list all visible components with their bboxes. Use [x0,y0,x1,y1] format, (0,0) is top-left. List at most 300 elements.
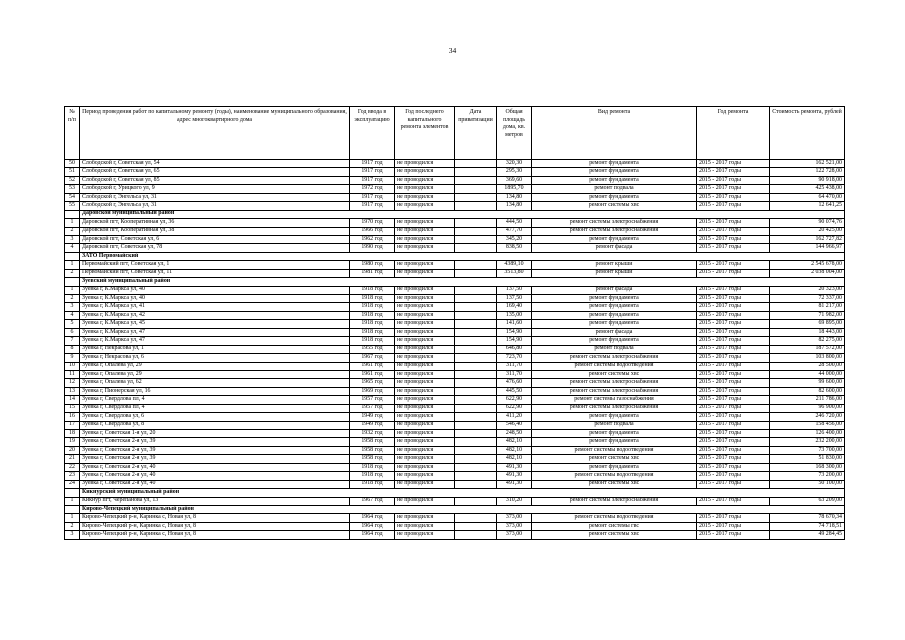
cell-privatization [455,168,497,176]
cell-cost: 81 217,00 [770,303,845,311]
cell-number: 23 [65,472,80,480]
cell-area: 137,50 [497,295,532,303]
cell-number: 54 [65,193,80,201]
table-row [65,261,845,269]
cell-number: 7 [65,337,80,345]
table-row [65,413,845,421]
cell-commission-year: 1981 год [350,269,395,277]
cell-cost: 20 425,00 [770,227,845,235]
cell-repair-kind: ремонт подвала [532,185,697,193]
cell-cost: 126 400,00 [770,430,845,438]
cell-area: 295,30 [497,168,532,176]
cell-repair-period: 2015 - 2017 годы [697,404,770,412]
cell-commission-year: 1969 год [350,387,395,395]
cell-cost: 82 275,00 [770,337,845,345]
cell-address: Зуевка г, Свердлова пл, 4 [80,404,350,412]
cell-number [65,210,80,218]
cell-area: 482,10 [497,455,532,463]
cell-cost: 20 323,00 [770,286,845,294]
cell-repair-period: 2015 - 2017 годы [697,219,770,227]
cell-privatization [455,193,497,201]
cell-privatization [455,387,497,395]
cell-address: Кирово-Чепецкий р-н, Каринка с, Новая ул, 8 [80,531,350,539]
cell-number: 16 [65,413,80,421]
section-title: Даровской муниципальный район [80,210,845,218]
cell-last-repair: не проводился [395,472,455,480]
cell-address: Даровской пгт, Кооперативная ул, 36 [80,219,350,227]
table-row [65,219,845,227]
cell-privatization [455,303,497,311]
cell-last-repair: не проводился [395,303,455,311]
cell-cost: 64 470,00 [770,193,845,201]
col-header-commission-year: Год ввода в эксплуатацию [350,107,395,160]
cell-number: 13 [65,387,80,395]
cell-repair-kind: ремонт фундамента [532,193,697,201]
cell-cost: 158 456,00 [770,421,845,429]
table-row [65,421,845,429]
cell-address: Слободской г, Советская ул, 85 [80,176,350,184]
cell-commission-year: 1955 год [350,345,395,353]
cell-privatization [455,202,497,210]
cell-privatization [455,430,497,438]
cell-address: Зуевка г, Советская 1-я ул, 20 [80,430,350,438]
cell-area: 169,40 [497,303,532,311]
cell-area: 311,70 [497,362,532,370]
table-row [65,354,845,362]
section-row [65,505,845,513]
cell-commission-year: 1964 год [350,522,395,530]
cell-area: 622,90 [497,404,532,412]
col-header-cost: Стоимость ремонта, рублей [770,107,845,160]
section-title: Кирово-Чепецкий муниципальный район [80,505,845,513]
cell-repair-kind: ремонт фундамента [532,295,697,303]
cell-cost: 232 200,00 [770,438,845,446]
cell-repair-kind: ремонт системы хвс [532,480,697,488]
cell-privatization [455,379,497,387]
cell-repair-kind: ремонт фасада [532,286,697,294]
cell-address: Зуевка г, К.Маркса ул, 47 [80,328,350,336]
cell-cost: 28 500,00 [770,362,845,370]
cell-number: 4 [65,311,80,319]
cell-repair-period: 2015 - 2017 годы [697,193,770,201]
cell-commission-year: 1918 год [350,463,395,471]
cell-repair-period: 2015 - 2017 годы [697,160,770,168]
cell-repair-kind: ремонт фундамента [532,337,697,345]
table-row [65,244,845,252]
cell-address: Зуевка г, Советская 2-я ул, 39 [80,455,350,463]
cell-repair-kind: ремонт фундамента [532,463,697,471]
cell-number [65,278,80,286]
cell-commission-year: 1918 год [350,480,395,488]
cell-cost: 162 521,00 [770,160,845,168]
cell-cost: 18 443,00 [770,328,845,336]
cell-last-repair: не проводился [395,480,455,488]
cell-privatization [455,455,497,463]
col-header-number: № п/п [65,107,80,160]
table-row [65,387,845,395]
cell-area: 491,30 [497,480,532,488]
cell-repair-kind: ремонт системы хвс [532,202,697,210]
cell-repair-period: 2015 - 2017 годы [697,531,770,539]
cell-last-repair: не проводился [395,269,455,277]
cell-cost: 82 600,00 [770,387,845,395]
cell-area: 546,40 [497,421,532,429]
table-row [65,362,845,370]
cell-area: 445,50 [497,387,532,395]
cell-commission-year: 1918 год [350,337,395,345]
cell-area: 373,00 [497,531,532,539]
cell-cost: 99 600,00 [770,379,845,387]
cell-number: 9 [65,354,80,362]
cell-privatization [455,337,497,345]
col-header-area: Общая площадь дома, кв. метров [497,107,532,160]
cell-last-repair: не проводился [395,421,455,429]
cell-commission-year: 1962 год [350,235,395,243]
table-row [65,438,845,446]
cell-area: 141,60 [497,320,532,328]
cell-commission-year: 1918 год [350,303,395,311]
cell-repair-kind: ремонт системы газоснабжения [532,396,697,404]
cell-repair-kind: ремонт системы электроснабжения [532,379,697,387]
cell-last-repair: не проводился [395,413,455,421]
cell-cost: 71 982,00 [770,311,845,319]
cell-last-repair: не проводился [395,354,455,362]
cell-privatization [455,522,497,530]
cell-privatization [455,446,497,454]
cell-number: 1 [65,219,80,227]
cell-repair-kind: ремонт системы электроснабжения [532,387,697,395]
cell-number: 1 [65,286,80,294]
cell-repair-period: 2015 - 2017 годы [697,430,770,438]
cell-repair-kind: ремонт фундамента [532,413,697,421]
cell-repair-period: 2015 - 2017 годы [697,320,770,328]
cell-repair-kind: ремонт системы электроснабжения [532,354,697,362]
cell-number: 18 [65,430,80,438]
cell-number: 24 [65,480,80,488]
cell-privatization [455,261,497,269]
cell-last-repair: не проводился [395,345,455,353]
cell-area: 4389,10 [497,261,532,269]
cell-last-repair: не проводился [395,497,455,505]
cell-repair-period: 2015 - 2017 годы [697,185,770,193]
cell-last-repair: не проводился [395,235,455,243]
cell-last-repair: не проводился [395,202,455,210]
cell-number: 50 [65,160,80,168]
cell-repair-period: 2015 - 2017 годы [697,295,770,303]
cell-privatization [455,421,497,429]
cell-commission-year: 1964 год [350,514,395,522]
table-row [65,328,845,336]
cell-repair-kind: ремонт подвала [532,345,697,353]
cell-address: Зуевка г, Некрасова ул, 1 [80,345,350,353]
cell-commission-year: 1972 год [350,185,395,193]
cell-area: 476,60 [497,379,532,387]
cell-privatization [455,354,497,362]
cell-last-repair: не проводился [395,370,455,378]
cell-area: 491,30 [497,472,532,480]
cell-last-repair: не проводился [395,320,455,328]
cell-address: Зуевка г, Советская 2-я ул, 39 [80,438,350,446]
cell-last-repair: не проводился [395,514,455,522]
cell-cost: 103 800,00 [770,354,845,362]
table-row [65,463,845,471]
cell-address: Слободской г, Советская ул, 65 [80,168,350,176]
cell-address: Зуевка г, К.Маркса ул, 40 [80,286,350,294]
table-body [65,160,845,540]
cell-privatization [455,362,497,370]
cell-repair-kind: ремонт системы водоотведения [532,446,697,454]
cell-number: 55 [65,202,80,210]
cell-area: 723,70 [497,354,532,362]
cell-commission-year: 1957 год [350,404,395,412]
cell-last-repair: не проводился [395,227,455,235]
cell-repair-kind: ремонт фундамента [532,176,697,184]
cell-commission-year: 1918 год [350,320,395,328]
cell-address: Кикнур пгт, Черепанова ул, 13 [80,497,350,505]
cell-address: Зуевка г, К.Маркса ул, 42 [80,311,350,319]
cell-area: 444,50 [497,219,532,227]
cell-commission-year: 1990 год [350,244,395,252]
cell-number: 1 [65,497,80,505]
cell-last-repair: не проводился [395,404,455,412]
cell-commission-year: 1917 год [350,168,395,176]
section-title: Зуевский муниципальный район [80,278,845,286]
cell-privatization [455,345,497,353]
cell-commission-year: 1949 год [350,413,395,421]
cell-privatization [455,404,497,412]
col-header-repair-kind: Вид ремонта [532,107,697,160]
cell-number: 3 [65,235,80,243]
cell-last-repair: не проводился [395,219,455,227]
cell-repair-kind: ремонт системы водоотведения [532,472,697,480]
cell-commission-year: 1967 год [350,354,395,362]
table-row [65,269,845,277]
cell-repair-kind: ремонт системы водоотведения [532,514,697,522]
cell-last-repair: не проводился [395,168,455,176]
cell-cost: 90 918,00 [770,176,845,184]
cell-repair-period: 2015 - 2017 годы [697,345,770,353]
cell-cost: 187 572,00 [770,345,845,353]
cell-last-repair: не проводился [395,455,455,463]
cell-area: 622,90 [497,396,532,404]
cell-area: 154,90 [497,328,532,336]
cell-last-repair: не проводился [395,446,455,454]
cell-last-repair: не проводился [395,531,455,539]
cell-number: 22 [65,463,80,471]
table-row [65,227,845,235]
cell-privatization [455,160,497,168]
col-header-last-repair: Год последнего капитального ремонта элементов [395,107,455,160]
cell-address: Зуевка г, Советская 2-я ул, 40 [80,463,350,471]
cell-repair-kind: ремонт крыши [532,269,697,277]
cell-number: 2 [65,227,80,235]
cell-area: 134,80 [497,202,532,210]
cell-address: Зуевка г, Советская 2-я ул, 39 [80,446,350,454]
cell-last-repair: не проводился [395,193,455,201]
cell-area: 311,70 [497,370,532,378]
cell-repair-kind: ремонт фундамента [532,438,697,446]
cell-repair-kind: ремонт фасада [532,244,697,252]
cell-repair-period: 2015 - 2017 годы [697,235,770,243]
cell-commission-year: 1949 год [350,421,395,429]
table-row [65,337,845,345]
table-row [65,168,845,176]
cell-number: 11 [65,370,80,378]
table-row [65,303,845,311]
cell-repair-period: 2015 - 2017 годы [697,362,770,370]
table-row [65,531,845,539]
cell-area: 373,00 [497,522,532,530]
col-header-privatization: Дата приватизации [455,107,497,160]
cell-privatization [455,328,497,336]
cell-repair-period: 2015 - 2017 годы [697,328,770,336]
table-row [65,193,845,201]
cell-repair-period: 2015 - 2017 годы [697,244,770,252]
cell-repair-kind: ремонт системы электроснабжения [532,497,697,505]
cell-repair-period: 2015 - 2017 годы [697,480,770,488]
cell-cost: 168 300,00 [770,463,845,471]
cell-commission-year: 1918 год [350,295,395,303]
cell-privatization [455,219,497,227]
cell-last-repair: не проводился [395,295,455,303]
table-row [65,379,845,387]
cell-address: Зуевка г, Некрасова ул, 6 [80,354,350,362]
cell-last-repair: не проводился [395,463,455,471]
cell-address: Даровской пгт, Советская ул, 6 [80,235,350,243]
cell-area: 369,60 [497,176,532,184]
cell-number: 53 [65,185,80,193]
cell-number: 52 [65,176,80,184]
table-row [65,311,845,319]
cell-number: 8 [65,345,80,353]
cell-area: 134,80 [497,193,532,201]
cell-cost: 90 074,76 [770,219,845,227]
cell-privatization [455,480,497,488]
cell-commission-year: 1918 год [350,286,395,294]
table-row [65,455,845,463]
cell-repair-kind: ремонт системы водоотведения [532,362,697,370]
cell-number: 3 [65,303,80,311]
cell-area: 1895,70 [497,185,532,193]
cell-number: 21 [65,455,80,463]
cell-address: Зуевка г, Советская 2-я ул, 40 [80,480,350,488]
cell-address: Зуевка г, Пионерская ул, 16 [80,387,350,395]
cell-commission-year: 1964 год [350,531,395,539]
cell-privatization [455,514,497,522]
cell-repair-period: 2015 - 2017 годы [697,337,770,345]
cell-repair-kind: ремонт фундамента [532,430,697,438]
cell-last-repair: не проводился [395,337,455,345]
cell-repair-kind: ремонт фундамента [532,311,697,319]
cell-commission-year: 1961 год [350,362,395,370]
cell-repair-period: 2015 - 2017 годы [697,463,770,471]
table-row [65,160,845,168]
cell-privatization [455,396,497,404]
cell-number: 2 [65,295,80,303]
table-row [65,202,845,210]
cell-commission-year: 1970 год [350,219,395,227]
cell-commission-year: 1958 год [350,438,395,446]
cell-cost: 69 895,00 [770,320,845,328]
cell-repair-kind: ремонт подвала [532,421,697,429]
cell-repair-kind: ремонт системы хвс [532,370,697,378]
cell-address: Первомайский пгт, Советская ул, 1 [80,261,350,269]
cell-number: 3 [65,531,80,539]
cell-repair-kind: ремонт системы электроснабжения [532,227,697,235]
cell-number: 14 [65,396,80,404]
table-row [65,320,845,328]
cell-last-repair: не проводился [395,362,455,370]
cell-last-repair: не проводился [395,379,455,387]
cell-privatization [455,463,497,471]
repair-register-table [64,106,845,540]
table-row [65,480,845,488]
cell-last-repair: не проводился [395,160,455,168]
cell-repair-kind: ремонт системы электроснабжения [532,219,697,227]
table-header [65,107,845,160]
table-row [65,430,845,438]
cell-commission-year: 1917 год [350,202,395,210]
cell-cost: 122 728,00 [770,168,845,176]
section-row [65,252,845,260]
table-row [65,497,845,505]
cell-number: 15 [65,404,80,412]
cell-number: 10 [65,362,80,370]
cell-address: Зуевка г, Свердлова пл, 4 [80,396,350,404]
cell-area: 482,10 [497,438,532,446]
cell-repair-period: 2015 - 2017 годы [697,387,770,395]
cell-commission-year: 1965 год [350,379,395,387]
cell-address: Зуевка г, Свердлова ул, 6 [80,413,350,421]
cell-area: 248,50 [497,430,532,438]
cell-repair-period: 2015 - 2017 годы [697,227,770,235]
cell-repair-kind: ремонт фасада [532,328,697,336]
cell-commission-year: 1958 год [350,446,395,454]
table-row [65,295,845,303]
cell-privatization [455,185,497,193]
cell-area: 482,10 [497,446,532,454]
cell-last-repair: не проводился [395,286,455,294]
cell-repair-kind: ремонт фундамента [532,160,697,168]
cell-repair-period: 2015 - 2017 годы [697,413,770,421]
cell-commission-year: 1918 год [350,311,395,319]
cell-repair-period: 2015 - 2017 годы [697,472,770,480]
cell-area: 137,50 [497,286,532,294]
section-title: Кикнурский муниципальный район [80,489,845,497]
cell-privatization [455,472,497,480]
section-row [65,489,845,497]
cell-repair-period: 2015 - 2017 годы [697,396,770,404]
cell-commission-year: 1918 год [350,328,395,336]
cell-address: Зуевка г, Свердлова ул, 8 [80,421,350,429]
cell-privatization [455,295,497,303]
cell-number: 17 [65,421,80,429]
cell-address: Зуевка г, Опалева ул, 62 [80,379,350,387]
cell-address: Слободской г, Энгельса ул, 31 [80,202,350,210]
cell-repair-kind: ремонт системы гвс [532,522,697,530]
cell-address: Даровской пгт, Советская ул, 78 [80,244,350,252]
cell-commission-year: 1966 год [350,227,395,235]
cell-area: 345,20 [497,235,532,243]
section-title: ЗАТО Первомайский [80,252,845,260]
table-row [65,370,845,378]
cell-number: 1 [65,261,80,269]
cell-number: 6 [65,328,80,336]
cell-repair-period: 2015 - 2017 годы [697,311,770,319]
cell-privatization [455,370,497,378]
cell-privatization [455,176,497,184]
cell-area: 154,90 [497,337,532,345]
